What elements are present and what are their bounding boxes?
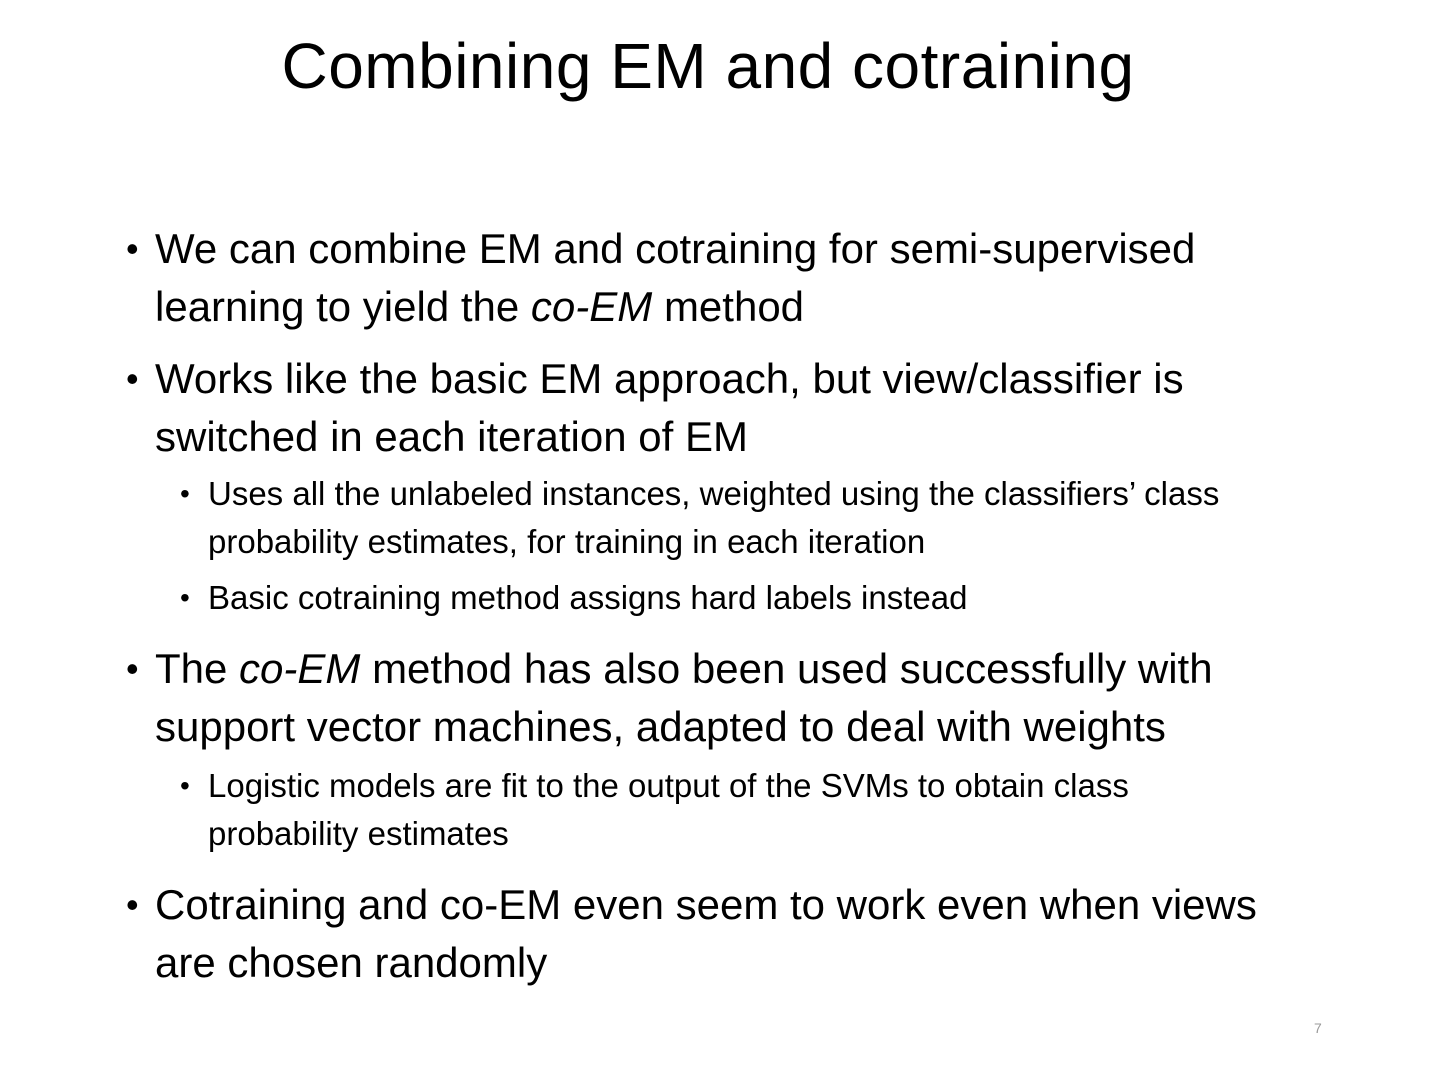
sub-bullet-item (180, 470, 1266, 566)
bullet-marker: • (126, 358, 139, 399)
page-number: 7 (1314, 1020, 1322, 1036)
bullet-text-part: method (652, 283, 805, 330)
sub-bullet-text: Logistic models are fit to the output of the SVMs to obtain class probability estimates (208, 767, 1129, 852)
sub-bullet-text: Basic cotraining method assigns hard labels instead (208, 579, 968, 616)
bullet-text-emphasis: co-EM (239, 645, 361, 692)
bullet-text: Works like the basic EM approach, but view/classifier is switched in each iteration of EM (155, 355, 1184, 460)
bullet-text-part: method has also been used successfully with support vector machines, adapted to deal with weights (155, 645, 1213, 750)
bullet-item (126, 640, 1266, 756)
bullet-text-part: The (155, 645, 240, 692)
sub-bullet-text: Uses all the unlabeled instances, weighted using the classifiers’ class probability estimates, for training in each iteration (208, 475, 1220, 560)
bullet-item (126, 220, 1266, 336)
sub-bullet-marker: • (180, 770, 190, 801)
bullet-marker: • (126, 228, 139, 269)
sub-bullet-marker: • (180, 582, 190, 613)
bullet-marker: • (126, 648, 139, 689)
sub-bullet-marker: • (180, 478, 190, 509)
sub-bullet-item (180, 762, 1266, 858)
slide-title: Combining EM and cotraining (281, 30, 1135, 102)
bullet-item (126, 876, 1266, 992)
bullet-text-part: We can combine EM and cotraining for semi-supervised learning to yield the (155, 225, 1196, 330)
bullet-item (126, 350, 1266, 466)
sub-bullet-item (180, 574, 1266, 622)
bullet-text-emphasis: co-EM (530, 283, 653, 330)
slide-body (126, 220, 1266, 992)
bullet-text: Cotraining and co-EM even seem to work even when views are chosen randomly (155, 881, 1257, 986)
bullet-marker: • (126, 884, 139, 925)
